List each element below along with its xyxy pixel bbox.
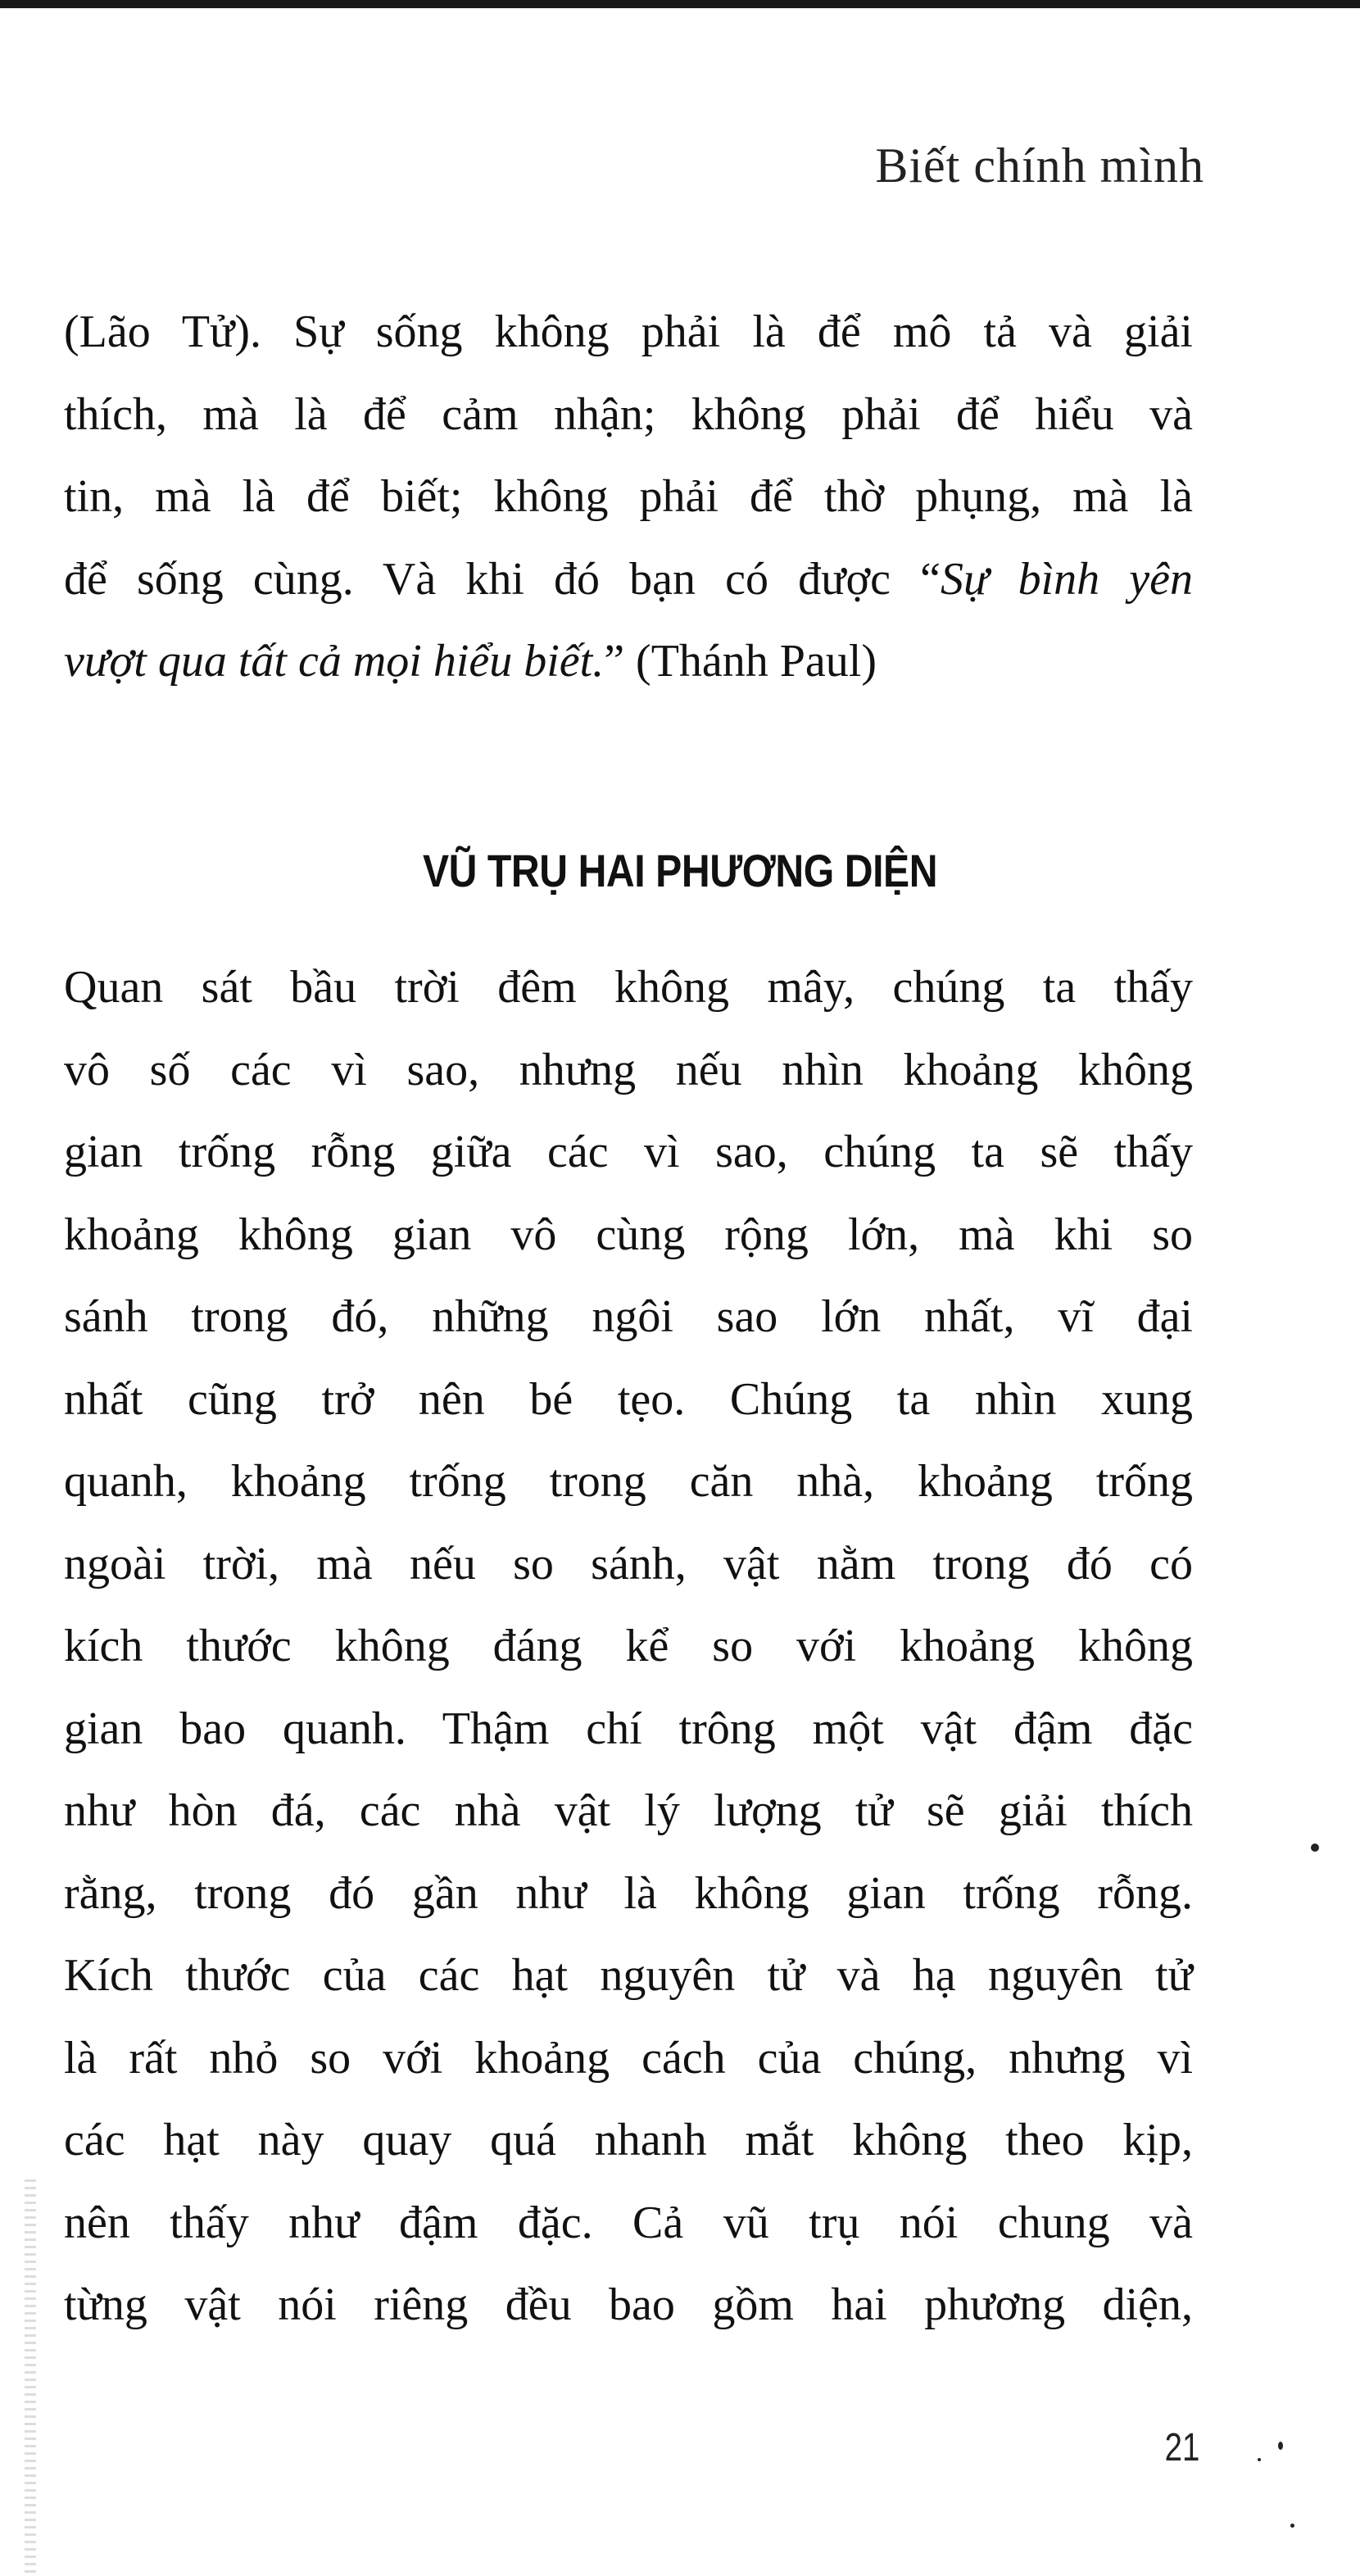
text-line: gian bao quanh. Thậm chí trông một vật đậm đặc [64,1703,1193,1754]
text-line: thích, mà là để cảm nhận; không phải để hiểu và [64,388,1193,440]
text-line: rằng, trong đó gần như là không gian trống rỗng. [64,1867,1193,1919]
text-line: quanh, khoảng trống trong căn nhà, khoảng trống [64,1456,1193,1507]
text-line: vô số các vì sao, nhưng nếu nhìn khoảng không [64,1044,1193,1095]
text-line: nhất cũng trở nên bé tẹo. Chúng ta nhìn xung [64,1373,1193,1425]
text-line: Kích thước của các hạt nguyên tử và hạ nguyên tử [64,1950,1193,2001]
text-line: kích thước không đáng kể so với khoảng không [64,1621,1193,1671]
text-line: từng vật nói riêng đều bao gồm hai phương diện, [64,2279,1193,2330]
text-line-with-quote-end [64,620,1193,703]
section-heading: VŨ TRỤ HAI PHƯƠNG DIỆN [422,845,938,896]
text-line: Quan sát bầu trời đêm không mây, chúng ta thấy [64,962,1193,1013]
text-line: các hạt này quay quá nhanh mắt không theo kịp, [64,2115,1193,2166]
text-line: là rất nhỏ so với khoảng cách của chúng, nhưng vì [64,2032,1193,2084]
scan-speck [1290,2524,1294,2528]
text-line: như hòn đá, các nhà vật lý lượng tử sẽ giải thích [64,1785,1193,1836]
text-line: ngoài trời, mà nếu so sánh, vật nằm trong đó có [64,1538,1193,1590]
text-line: khoảng không gian vô cùng rộng lớn, mà khi so [64,1209,1193,1260]
text-line: gian trống rỗng giữa các vì sao, chúng ta sẽ thấy [64,1127,1193,1177]
text-segment: để sống cùng. Và khi đó bạn có được “ [64,553,941,605]
running-header-title: Biết chính mình [875,138,1204,193]
text-line: sánh trong đó, những ngôi sao lớn nhất, vĩ đại [64,1291,1193,1342]
text-line: tin, mà là để biết; không phải để thờ phụng, mà là [64,471,1193,522]
quote-italic-end: vượt qua tất cả mọi hiểu biết. [64,636,605,687]
top-border-rule [0,0,1360,8]
paragraph-1 [64,291,1193,703]
scan-speck [1311,1844,1319,1852]
quote-attribution: ” (Thánh Paul) [604,636,877,687]
scan-edge-noise [25,2179,36,2573]
paragraph-2 [64,946,1193,2347]
quote-italic-start: Sự bình yên [940,553,1194,605]
scan-speck [1278,2442,1283,2450]
text-line: nên thấy như đậm đặc. Cả vũ trụ nói chung và [64,2197,1193,2248]
scan-speck [1258,2458,1261,2461]
page-number: 21 [1164,2426,1199,2469]
text-line: (Lão Tử). Sự sống không phải là để mô tả và giải [64,306,1193,357]
text-line-with-quote-start [64,538,1193,621]
